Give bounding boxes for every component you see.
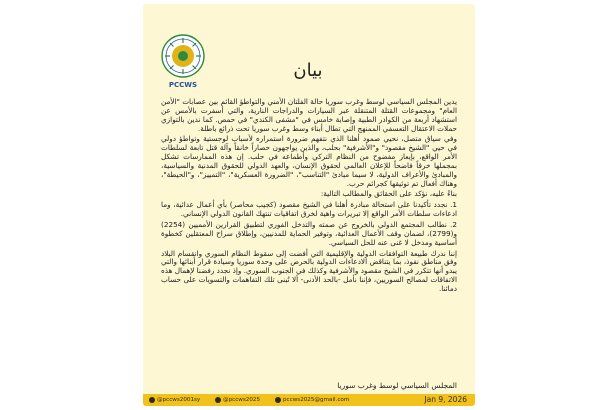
demand-item: 2. نطالب المجتمع الدولي بالخروج عن صمته والتدخل الفوري لتطبيق القرارين الأمميين (2254) و(2799)، لضمان وقف الأعمال العدائية، وتوفير الحماية للمدنيين، وإطلاق سراح المعتقلين كخطوة أساسية ومدخل لا غنى عنه للحل السياسي. [161,219,457,247]
document-title: بيان [293,60,323,81]
paragraph: بناءً عليه، نؤكد على الحقائق والمطالب التالية: [320,189,457,199]
logo-label: PCCWS [168,81,198,89]
demand-item: 1. نجدد تأكيدنا على استحالة مبادرة أهلنا في الشيخ مقصود (كجيب محاصر) بأي أعمال عدائية، وما ادعاءات سلطات الأمر الواقع إلا تبريرات واهية لخرق اتفاقيات تنتهك القانون الدولي الإنساني. [161,200,457,219]
social-icon [215,397,221,403]
signature: المجلس السياسي لوسط وغرب سوريا [337,381,457,390]
email-icon [275,397,281,403]
footer-bar [143,394,475,406]
paragraph: إننا ندرك طبيعة التوافقات الدولية والإقليمية التي أفضت إلى سقوط النظام السوري وانقسام البلاد وفق مناطق نفوذ، بما يتناقض الادعاءات الدولية بالحرص على وحدة سوريا وسيادة قرار أبنائها والتي يبدو أنها تتكرر في الشيخ مقصود والأشرفية وكذلك في الجنوب السوري. وإذ نجدد رفضنا لإهمال هذه الاتفاقات لمصالح السوريين، فإننا نأمل -بالحد الأدنى- ألا تُبنى تلك التفاهمات والتسويات على حساب دمائنا. [161,248,457,293]
footer-contact[interactable]: @pccws2001sy [149,396,200,404]
paragraph: وفي سياق متصل، نحيي صمود أهلنا الذي نتفهم ضرورة استمراره لأسباب لوجستية وتواطؤ دولي في حيي "الشيخ مقصود" و"الأشرفية" بحلب، والذين يواجهون حصاراً خانقاً وآلة قتل تابعة لسلطات الأمر الواقع، بإيعاز مفضوح من النظام التركي وأطماعه في حلب. إن هذه الممارسات تشكل بمجملها خرقاً فاضحاً للإعلان العالمي لحقوق الإنسان، والعهد الدولي للحقوق المدنية والسياسية، والمبادئ والأعراف الدولية، لا سيما مبادئ "التناسب"، "الضرورة العسكرية"، "التمييز"، و"الحيطة"، وهناك أفعال تم توثيقها كجرائم حرب. [161,134,457,188]
statement-document [143,4,475,406]
document-date: Jan 9, 2026 [424,395,467,404]
statement-body [161,98,457,296]
social-icon [149,397,155,403]
footer-email[interactable]: pccws2025@gmail.com [275,396,349,404]
pccws-logo-icon [161,34,205,78]
paragraph: يدين المجلس السياسي لوسط وغرب سوريا حالة الفلتان الأمني والتواطؤ القائم بين عصابات "الأمن العام" ومجموعات القتلة المتنقلة عبر السيارات والدراجات النارية، والتي أسفرت بالأمس عن استشهاد أربعة من الكوادر الطبية وإصابة خامس في "مشفى الكندي" في حمص. كما ندين بالتوازي حملات الاعتقال التعسفي الممنهج التي تطال أبناء وسط وغرب سوريا تحت ذرائع باطلة. [161,97,457,133]
footer-contact[interactable]: @pccws2025 [215,396,260,404]
